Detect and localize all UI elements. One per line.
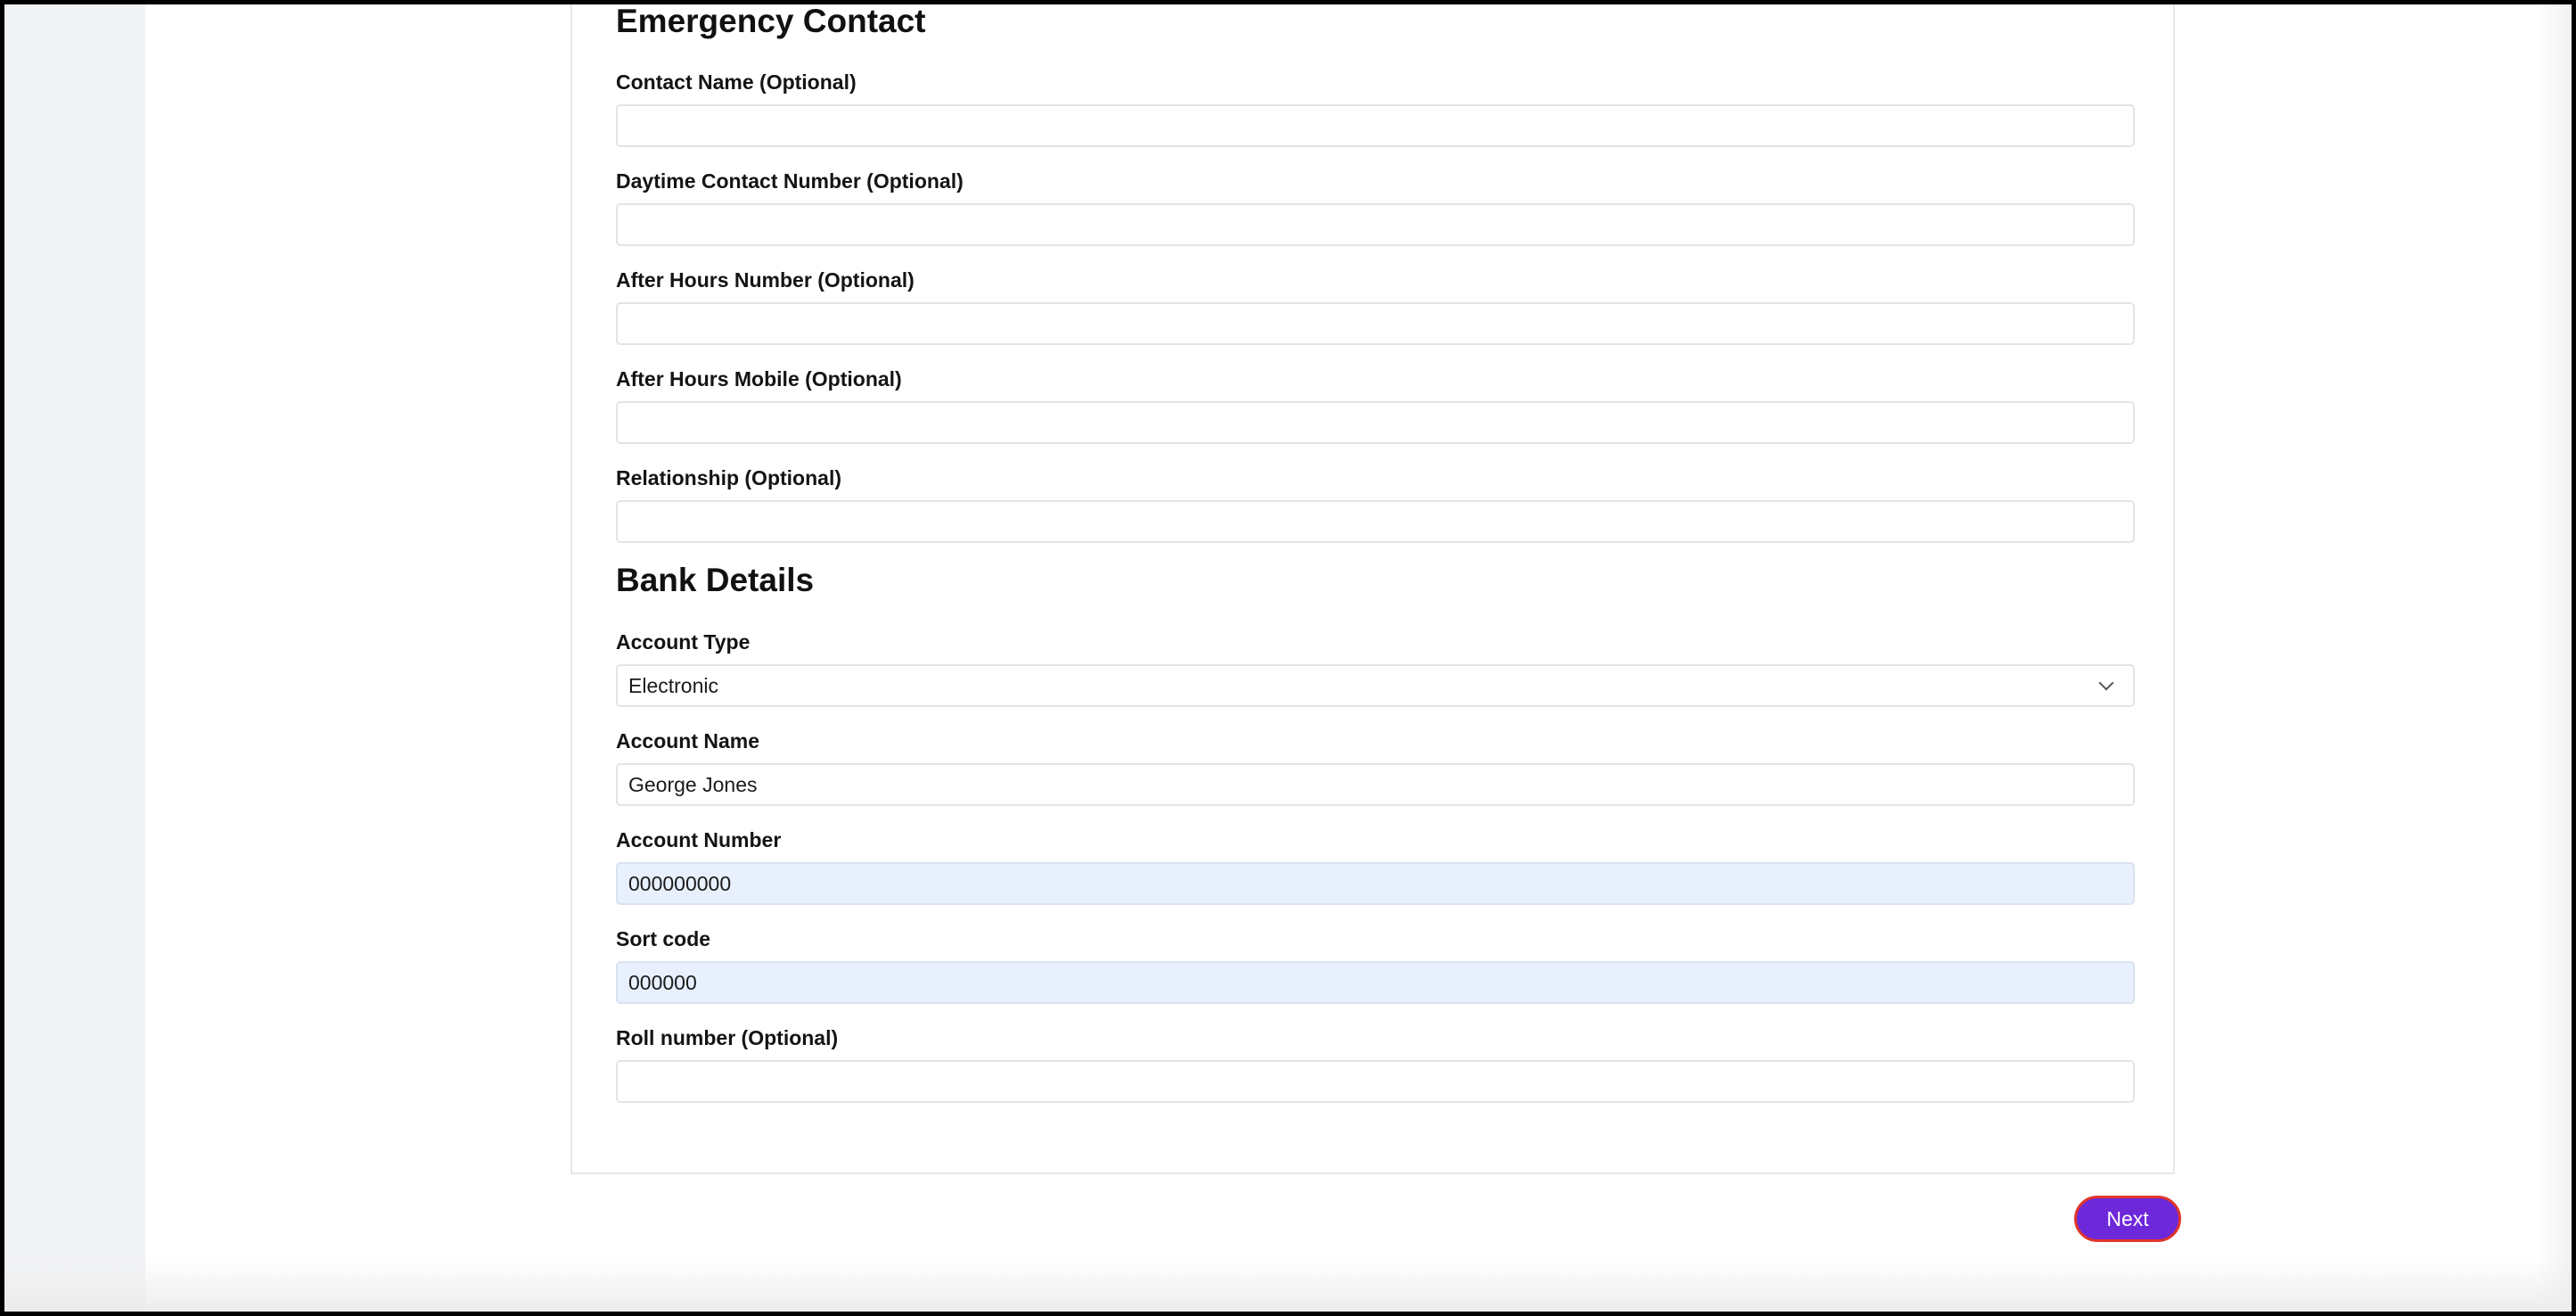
sort-code-input[interactable] <box>616 961 2135 1004</box>
chevron-down-icon <box>2099 676 2114 691</box>
bank-details-heading: Bank Details <box>616 562 815 598</box>
account-type-value: Electronic <box>628 674 718 697</box>
daytime-number-input[interactable] <box>616 203 2135 246</box>
account-name-label: Account Name <box>616 729 760 753</box>
account-name-input[interactable] <box>616 763 2135 806</box>
page-viewport <box>4 4 2572 1312</box>
right-edge-shade <box>2536 4 2572 1312</box>
emergency-contact-heading: Emergency Contact <box>616 4 926 39</box>
contact-name-input[interactable] <box>616 104 2135 147</box>
after-hours-mobile-input[interactable] <box>616 401 2135 444</box>
relationship-input[interactable] <box>616 500 2135 543</box>
account-number-input[interactable] <box>616 862 2135 905</box>
next-button[interactable]: Next <box>2074 1196 2181 1242</box>
sort-code-label: Sort code <box>616 927 711 950</box>
relationship-label: Relationship (Optional) <box>616 466 841 489</box>
left-sidebar-rail <box>4 4 145 1312</box>
daytime-number-label: Daytime Contact Number (Optional) <box>616 169 964 193</box>
contact-name-label: Contact Name (Optional) <box>616 70 857 94</box>
roll-number-label: Roll number (Optional) <box>616 1026 839 1049</box>
account-number-label: Account Number <box>616 828 782 851</box>
account-type-select[interactable] <box>616 664 2135 707</box>
after-hours-number-label: After Hours Number (Optional) <box>616 268 915 292</box>
after-hours-number-input[interactable] <box>616 302 2135 345</box>
form-card <box>570 4 2175 1174</box>
roll-number-input[interactable] <box>616 1060 2135 1103</box>
after-hours-mobile-label: After Hours Mobile (Optional) <box>616 367 902 391</box>
bottom-edge-shade <box>4 1258 2572 1312</box>
account-type-label: Account Type <box>616 630 751 654</box>
